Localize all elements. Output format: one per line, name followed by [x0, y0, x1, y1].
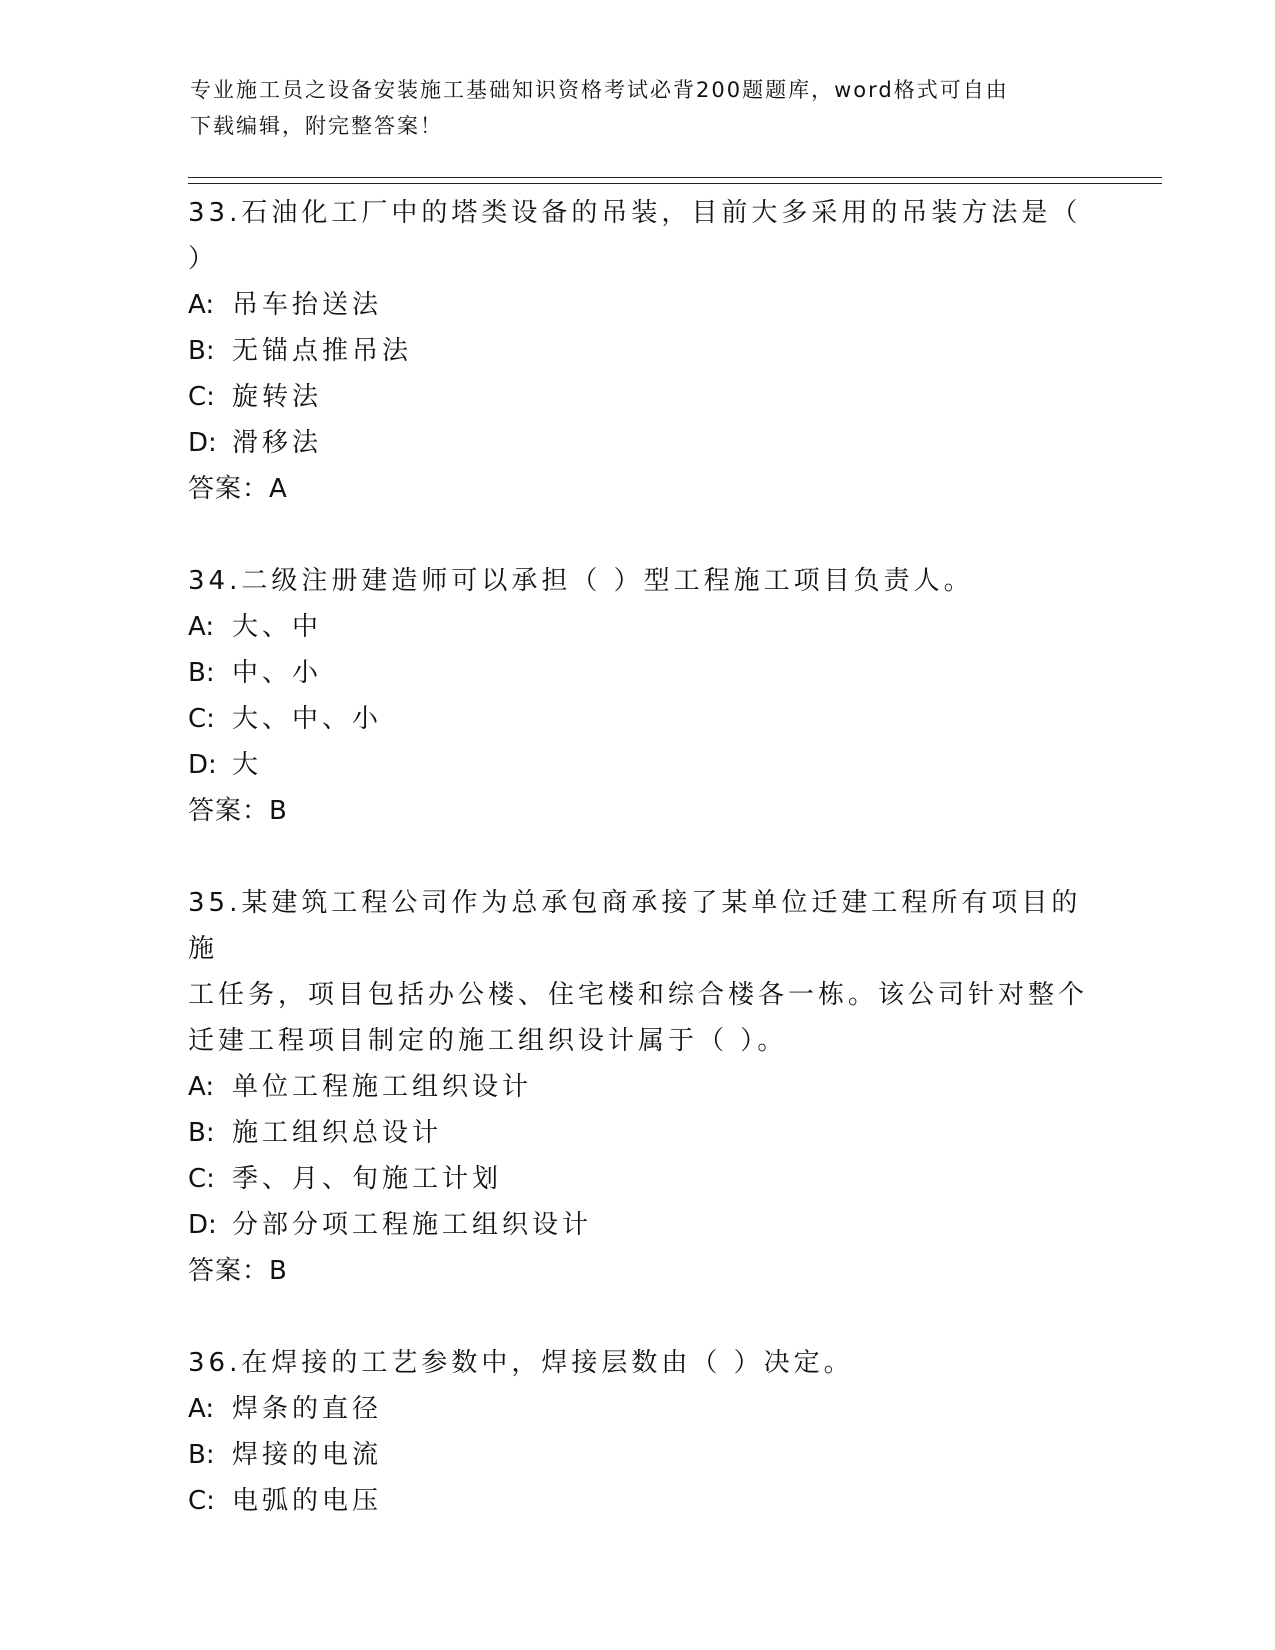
- option-text: 焊条的直径: [232, 1394, 383, 1424]
- option-letter: A:: [188, 290, 215, 320]
- question-spacer: [188, 1294, 1088, 1340]
- option-b: [188, 1110, 1088, 1156]
- option-letter: D:: [188, 428, 217, 458]
- option-c: [188, 374, 1088, 420]
- option-text: 吊车抬送法: [232, 290, 383, 320]
- option-text: 无锚点推吊法: [232, 336, 413, 366]
- option-text: 单位工程施工组织设计: [232, 1072, 533, 1102]
- question-33: [188, 190, 1088, 512]
- question-stem-line: 36.在焊接的工艺参数中，焊接层数由（ ）决定。: [188, 1348, 854, 1378]
- answer-line: 答案：B: [188, 1256, 288, 1286]
- option-letter: A:: [188, 1394, 215, 1424]
- option-a: [188, 1386, 1088, 1432]
- option-a: [188, 282, 1088, 328]
- option-c: [188, 696, 1088, 742]
- option-text: 旋转法: [232, 382, 323, 412]
- option-letter: A:: [188, 1072, 215, 1102]
- option-b: [188, 650, 1088, 696]
- question-spacer: [188, 834, 1088, 880]
- option-d: [188, 742, 1088, 788]
- question-stem-line: ）: [188, 244, 219, 274]
- option-letter: D:: [188, 750, 217, 780]
- option-text: 分部分项工程施工组织设计: [232, 1210, 593, 1240]
- option-a: [188, 1064, 1088, 1110]
- option-text: 大、中: [232, 612, 323, 642]
- option-letter: B:: [188, 658, 215, 688]
- option-b: [188, 328, 1088, 374]
- option-letter: B:: [188, 1440, 215, 1470]
- option-letter: C:: [188, 1486, 215, 1516]
- option-text: 滑移法: [232, 428, 323, 458]
- option-c: [188, 1478, 1088, 1524]
- option-d: [188, 420, 1088, 466]
- option-text: 大: [232, 750, 263, 780]
- question-36: [188, 1340, 1088, 1524]
- option-c: [188, 1156, 1088, 1202]
- document-header: [190, 72, 1070, 144]
- option-text: 季、月、旬施工计划: [232, 1164, 503, 1194]
- option-text: 中、小: [232, 658, 323, 688]
- header-line-1: 专业施工员之设备安装施工基础知识资格考试必背200题题库，word格式可自由: [190, 78, 1009, 102]
- question-stem-line: 34.二级注册建造师可以承担（ ）型工程施工项目负责人。: [188, 566, 974, 596]
- option-text: 施工组织总设计: [232, 1118, 443, 1148]
- option-letter: D:: [188, 1210, 217, 1240]
- question-stem-line: 迁建工程项目制定的施工组织设计属于（ ）。: [188, 1026, 788, 1056]
- question-spacer: [188, 512, 1088, 558]
- option-d: [188, 1202, 1088, 1248]
- answer-line: 答案：A: [188, 474, 288, 504]
- question-stem-line: 工任务，项目包括办公楼、住宅楼和综合楼各一栋。该公司针对整个: [188, 980, 1089, 1010]
- option-text: 大、中、小: [232, 704, 383, 734]
- header-divider-top: [188, 177, 1162, 178]
- option-letter: B:: [188, 1118, 215, 1148]
- question-stem-line: 35.某建筑工程公司作为总承包商承接了某单位迁建工程所有项目的施: [188, 888, 1082, 964]
- question-list: [188, 190, 1088, 1524]
- option-letter: A:: [188, 612, 215, 642]
- option-a: [188, 604, 1088, 650]
- option-letter: B:: [188, 336, 215, 366]
- question-35: [188, 880, 1088, 1294]
- option-letter: C:: [188, 1164, 215, 1194]
- option-letter: C:: [188, 382, 215, 412]
- option-letter: C:: [188, 704, 215, 734]
- answer-line: 答案：B: [188, 796, 288, 826]
- option-text: 焊接的电流: [232, 1440, 383, 1470]
- option-b: [188, 1432, 1088, 1478]
- option-text: 电弧的电压: [232, 1486, 383, 1516]
- header-line-2: 下载编辑，附完整答案！: [190, 114, 443, 138]
- question-stem-line: 33.石油化工厂中的塔类设备的吊装，目前大多采用的吊装方法是（: [188, 198, 1082, 228]
- question-34: [188, 558, 1088, 834]
- header-divider-bottom: [188, 183, 1162, 184]
